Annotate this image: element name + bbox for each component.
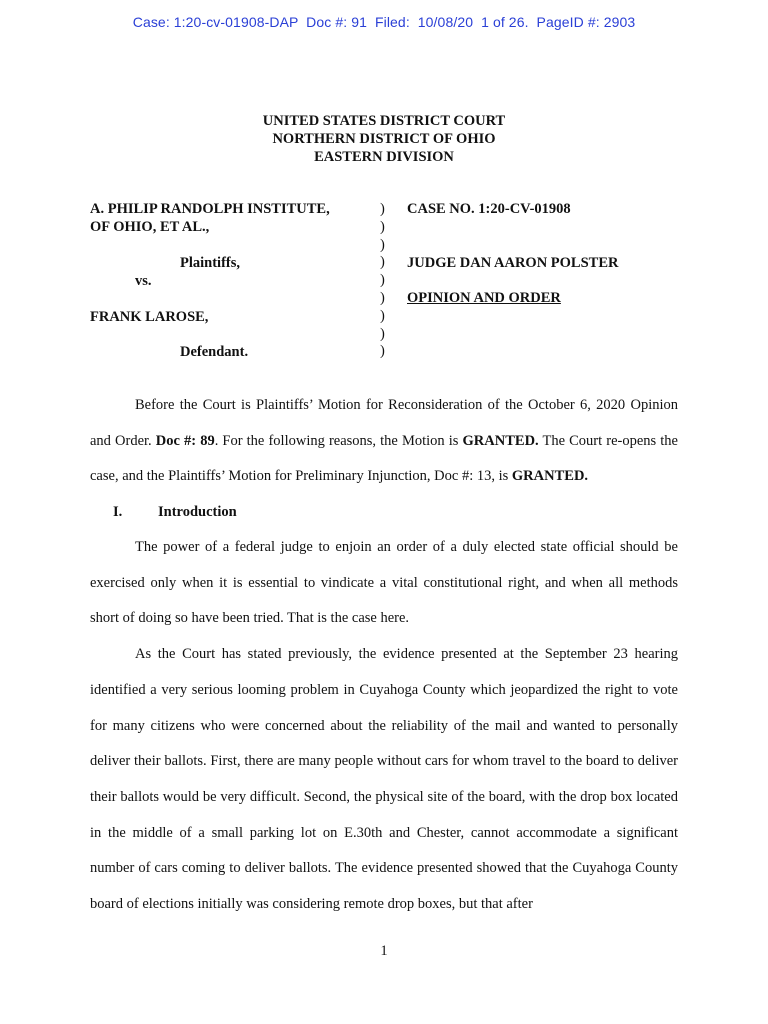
- caption-paren: ): [380, 343, 385, 360]
- plaintiff-name-line2: OF OHIO, ET AL.,: [90, 219, 210, 235]
- defendant-name: FRANK LAROSE,: [90, 309, 209, 325]
- court-heading: [0, 112, 768, 166]
- plaintiff-name-line1: A. PHILIP RANDOLPH INSTITUTE,: [90, 201, 330, 217]
- court-name: UNITED STATES DISTRICT COURT: [262, 113, 506, 129]
- body-paragraph: The power of a federal judge to enjoin an order of a duly elected state official should be exercised only when it is essential to vindicate a vital constitutional right, and when all methods short of doing so have been tried. That is the case here.: [90, 539, 678, 627]
- section-heading: [113, 503, 237, 521]
- body-paragraph: As the Court has stated previously, the evidence presented at the September 23 hearing identified a very serious looming problem in Cuyahoga County which jeopardized the right to vote for many citizens who were concerned about the reliability of the mail and wanted to personally deliver their ballots. First, there are many people without cars for whom travel to the board to deliver their ballots would be very difficult. Second, the physical site of the board, with the drop box located in the middle of a small parking lot on E.30th and Chester, cannot accommodate a significant number of cars coming to deliver ballots. The evidence presented showed that the Cuyahoga County board of elections initially was considering remote drop boxes, but that after: [90, 646, 678, 913]
- caption-divider: [380, 201, 392, 361]
- versus-label: vs.: [135, 273, 152, 289]
- caption-paren: ): [380, 236, 385, 253]
- caption-paren: ): [380, 218, 385, 235]
- granted-label: GRANTED.: [462, 432, 539, 449]
- body-paragraphs: [90, 530, 678, 923]
- intro-paragraph-text: [90, 388, 678, 495]
- filing-header: Case: 1:20-cv-01908-DAP Doc #: 91 Filed: 10/08/20 1 of 26. PageID #: 2903: [132, 14, 636, 30]
- case-number: CASE NO. 1:20-CV-01908: [407, 201, 571, 217]
- court-district: NORTHERN DISTRICT OF OHIO: [272, 131, 496, 147]
- doc-reference: Doc #: 89: [155, 432, 215, 449]
- caption-paren: ): [380, 325, 385, 342]
- caption-paren: ): [380, 272, 385, 289]
- caption-paren: ): [380, 307, 385, 324]
- court-division: EASTERN DIVISION: [314, 149, 454, 165]
- caption-paren: ): [380, 254, 385, 271]
- plaintiffs-label: Plaintiffs,: [180, 255, 241, 271]
- granted-label: GRANTED.: [511, 468, 589, 485]
- defendant-label: Defendant.: [180, 344, 249, 360]
- caption-paren: ): [380, 201, 385, 217]
- intro-paragraph: [90, 388, 678, 495]
- intro-text-1: Before the Court is Plaintiffs’ Motion for Reconsideration of the October 6, 2020 Opinion and Order.: [90, 397, 678, 449]
- document-title: OPINION AND ORDER: [407, 290, 561, 306]
- intro-text-2: . For the following reasons, the Motion is: [214, 432, 463, 449]
- section-title: Introduction: [158, 504, 237, 520]
- section-number: I.: [113, 504, 123, 520]
- case-caption: [90, 201, 690, 366]
- intro-text-3: The Court re-opens the case, and the Plaintiffs’ Motion for Preliminary Injunction, Doc #: 13, is: [90, 432, 678, 485]
- judge-name: JUDGE DAN AARON POLSTER: [407, 255, 619, 271]
- page-number: 1: [380, 943, 388, 959]
- caption-paren: ): [380, 289, 385, 306]
